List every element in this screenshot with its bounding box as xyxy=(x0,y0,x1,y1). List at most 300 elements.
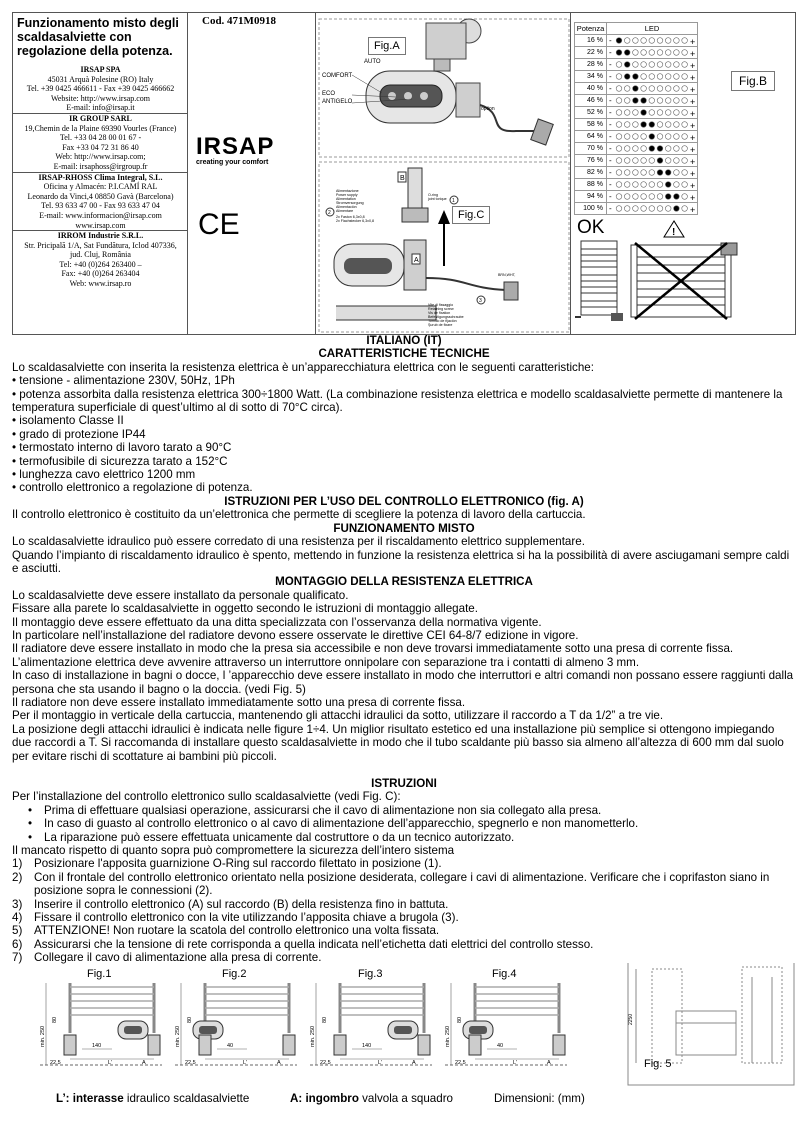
legend-a xyxy=(290,1092,453,1105)
led-off-icon xyxy=(624,133,630,139)
control-body xyxy=(426,23,466,59)
led-off-icon xyxy=(624,97,630,103)
svg-text:!: ! xyxy=(672,227,676,238)
caption-line: Vis de fixation xyxy=(428,311,451,315)
power-value: 16 % xyxy=(575,34,607,46)
power-value: 46 % xyxy=(575,94,607,106)
minus-sign: - xyxy=(609,167,612,177)
logo-tagline: creating your comfort xyxy=(196,159,269,166)
led-off-icon xyxy=(674,133,680,139)
led-off-icon xyxy=(624,121,630,127)
led-off-icon xyxy=(616,181,622,187)
mount-title: MONTAGGIO DELLA RESISTENZA ELETTRICA xyxy=(275,575,533,589)
company-line: Tel. +39 0425 466611 - Fax +39 0425 466662 xyxy=(26,84,175,94)
fig-5-height: 2250 xyxy=(628,1013,634,1025)
led-off-icon xyxy=(641,85,647,91)
led-on-icon xyxy=(674,193,680,199)
fig-4-label: Fig.4 xyxy=(492,968,517,980)
instr-intro: Per l’installazione del controllo elettronico sullo scaldasalviette (vedi Fig. C): xyxy=(12,790,401,804)
led-off-icon xyxy=(624,205,630,211)
fig-5-label: Fig. 5 xyxy=(644,1058,672,1070)
specs-title: CARATTERISTICHE TECNICHE xyxy=(318,347,490,361)
led-off-icon xyxy=(641,157,647,163)
led-off-icon xyxy=(665,97,671,103)
led-off-icon xyxy=(649,85,655,91)
power-value: 64 % xyxy=(575,130,607,142)
company-column xyxy=(13,13,188,334)
minus-sign: - xyxy=(609,71,612,81)
led-off-icon xyxy=(657,73,663,79)
led-power-table xyxy=(574,22,698,215)
company-name: IR GROUP SARL xyxy=(69,113,132,123)
button-icon xyxy=(404,92,412,100)
led-off-icon xyxy=(616,205,622,211)
led-indicator xyxy=(607,70,698,82)
led-off-icon xyxy=(641,49,647,55)
power-value: 82 % xyxy=(575,166,607,178)
product-code: Cod. 471M0918 xyxy=(202,15,276,27)
led-row xyxy=(575,46,698,58)
led-off-icon xyxy=(633,61,639,67)
led-off-icon xyxy=(616,157,622,163)
led-off-icon xyxy=(682,49,688,55)
fig-c-2: 2 xyxy=(328,210,331,216)
step-item xyxy=(12,924,796,937)
led-off-icon xyxy=(657,61,663,67)
plug-icon xyxy=(531,119,554,145)
led-on-icon xyxy=(649,121,655,127)
led-off-icon xyxy=(641,205,647,211)
dim-80: 80 xyxy=(187,1016,193,1023)
dim-l-prime: L' xyxy=(108,1060,113,1066)
spec-item: • controllo elettronico a regolazione di potenza. xyxy=(12,481,253,495)
power-value: 100 % xyxy=(575,202,607,214)
caption-line: Retaining screw xyxy=(428,307,454,311)
company-line: E-mail: info@irsap.it xyxy=(66,103,135,113)
mount-text: La posizione degli attacchi idraulici è indicata nelle figure 1÷4. Un miglior risultato estetico ed una installazione più semplice si ottengono impiegando due raccordi a T. Si raccomanda di installare questo scaldasalviette in modo che il tubo scaldante più basso sia almeno all’altezza di 600 mm dal suolo per evitare rischi di scottature ai bambini più piccoli. xyxy=(12,722,784,763)
instructions-body xyxy=(12,334,796,965)
led-on-icon xyxy=(657,169,663,175)
led-off-icon xyxy=(674,85,680,91)
led-on-icon xyxy=(665,169,671,175)
fig-c-a: A xyxy=(414,257,419,264)
threaded-fitting xyxy=(402,208,428,222)
power-value: 94 % xyxy=(575,190,607,202)
company-line: Fax: +40 (0)264 263404 xyxy=(61,269,140,279)
dim-width: 40 xyxy=(227,1043,234,1049)
company-block xyxy=(13,113,188,172)
step-item xyxy=(12,857,796,870)
specs-intro: Lo scaldasalviette con inserita la resistenza elettrica è un’apparecchiatura elettrica con le seguenti caratteristiche: xyxy=(12,360,594,374)
legend-l-prime-bold: L’: interasse xyxy=(56,1092,124,1105)
led-off-icon xyxy=(674,157,680,163)
plus-sign: + xyxy=(690,180,696,190)
minus-sign: - xyxy=(609,191,612,201)
minus-sign: - xyxy=(609,95,612,105)
minus-sign: - xyxy=(609,119,612,129)
company-line: Leonardo da Vinci,4 08850 Gavà (Barcelona) xyxy=(27,191,174,201)
led-off-icon xyxy=(649,109,655,115)
led-off-icon xyxy=(665,61,671,67)
dim-80: 80 xyxy=(322,1016,328,1023)
legend-l-prime xyxy=(56,1092,249,1105)
led-on-icon xyxy=(633,73,639,79)
led-off-icon xyxy=(674,181,680,187)
led-on-icon xyxy=(665,193,671,199)
company-block xyxy=(13,63,188,113)
legend-l-prime-text: idraulico scaldasalviette xyxy=(123,1092,250,1105)
led-column xyxy=(571,13,797,334)
dim-80: 80 xyxy=(52,1016,58,1023)
mount-text: Il radiatore non deve essere installato immediatamente sotto una presa di corrente fissa. xyxy=(12,695,466,709)
step-item xyxy=(12,938,796,951)
led-row xyxy=(575,130,698,142)
led-indicator xyxy=(607,190,698,202)
dim-l-prime: L' xyxy=(378,1060,383,1066)
minus-sign: - xyxy=(609,155,612,165)
step-list xyxy=(12,857,796,964)
fig-a-auto: AUTO xyxy=(364,59,381,65)
led-off-icon xyxy=(633,121,639,127)
radiator-figures xyxy=(40,983,567,1066)
led-row xyxy=(575,190,698,202)
fig-a-antigelo: ANTIGELO xyxy=(322,99,353,105)
dim-min-250: min. 250 xyxy=(40,1025,46,1047)
company-line: jud. Cluj, România xyxy=(70,250,131,260)
led-on-icon xyxy=(616,49,622,55)
mount-text: In caso di installazione in bagni o docce, l ’apparecchio deve essere installato in modo che interruttori e altri comandi non possano essere raggiunti dalla persona che sta usando il bagno o la doccia. (vedi Fig. 5) xyxy=(12,669,794,696)
mount-text: In particolare nell’installazione del radiatore devono essere osservate le direttive CEI 64-8/7 edizione in vigore. xyxy=(12,628,579,642)
minus-sign: - xyxy=(609,203,612,213)
power-value: 40 % xyxy=(575,82,607,94)
led-off-icon xyxy=(682,157,688,163)
led-off-icon xyxy=(674,97,680,103)
plus-sign: + xyxy=(690,36,696,46)
led-indicator xyxy=(607,118,698,130)
plus-sign: + xyxy=(690,204,696,214)
dim-min-250: min. 250 xyxy=(445,1025,451,1047)
fig-3-drawing xyxy=(358,968,382,980)
step-number: 1) xyxy=(12,857,23,871)
company-line: Fax +33 04 72 31 86 40 xyxy=(62,142,139,152)
button-icon xyxy=(420,92,428,100)
led-off-icon xyxy=(649,205,655,211)
plus-sign: + xyxy=(690,132,696,142)
led-off-icon xyxy=(674,121,680,127)
caption-line: Alimentazione xyxy=(336,189,359,193)
company-name: IRROM Industrie S.R.L. xyxy=(57,231,144,241)
power-value: 70 % xyxy=(575,142,607,154)
plug-icon xyxy=(504,282,518,300)
dim-22-5: 22,5 xyxy=(455,1060,466,1066)
led-indicator xyxy=(607,94,698,106)
caption-line: Alimentation xyxy=(336,197,356,201)
led-off-icon xyxy=(665,73,671,79)
company-line: Tel. 93 633 47 00 - Fax 93 633 47 04 xyxy=(41,201,160,211)
instr-title: ISTRUZIONI xyxy=(371,777,437,790)
led-off-icon xyxy=(616,73,622,79)
radiator-ok-icon xyxy=(575,241,623,321)
led-off-icon xyxy=(674,145,680,151)
led-off-icon xyxy=(624,85,630,91)
led-on-icon xyxy=(674,205,680,211)
led-indicator xyxy=(607,178,698,190)
caption-line: Power supply xyxy=(336,193,358,197)
led-on-icon xyxy=(641,109,647,115)
caption-line: joint torique xyxy=(428,197,447,201)
led-indicator xyxy=(607,46,698,58)
minus-sign: - xyxy=(609,107,612,117)
led-off-icon xyxy=(616,85,622,91)
led-off-icon xyxy=(616,193,622,199)
spec-item: • termostato interno di lavoro tarato a 90°C xyxy=(12,441,232,455)
led-off-icon xyxy=(674,73,680,79)
step-number: 3) xyxy=(12,897,23,911)
dim-l-prime: L' xyxy=(243,1060,248,1066)
company-list xyxy=(13,63,188,289)
led-on-icon xyxy=(624,73,630,79)
doc-title: Funzionamento misto degli scaldasalviette con regolazione della potenza. xyxy=(17,16,179,58)
led-on-icon xyxy=(641,97,647,103)
radiator-figure xyxy=(40,983,162,1066)
heating-cartridge xyxy=(408,168,422,208)
fig-c-label: Fig.C xyxy=(452,206,490,224)
step-item xyxy=(12,911,796,924)
led-off-icon xyxy=(682,133,688,139)
led-on-icon xyxy=(633,97,639,103)
led-off-icon xyxy=(624,109,630,115)
led-off-icon xyxy=(665,37,671,43)
led-off-icon xyxy=(682,193,688,199)
caption-line: Tornillo de fijación xyxy=(428,319,457,323)
led-off-icon xyxy=(641,181,647,187)
mount-text: Fissare alla parete lo scaldasalviette in oggetto secondo le istruzioni di montaggio allegate. xyxy=(12,602,478,616)
led-off-icon xyxy=(633,205,639,211)
company-block xyxy=(13,230,188,289)
company-line: E-mail: www.informacion@irsap.com xyxy=(39,210,162,220)
led-off-icon xyxy=(616,97,622,103)
led-off-icon xyxy=(682,73,688,79)
company-line: Str. Pricipală 1/A, Sat Fundătura, Iclod 407336, xyxy=(24,240,177,250)
legend-a-text: valvola a squadro xyxy=(358,1092,454,1105)
caption-line: O-ring xyxy=(428,193,438,197)
radiator-figure xyxy=(175,983,297,1066)
led-row xyxy=(575,178,698,190)
led-off-icon xyxy=(649,37,655,43)
led-off-icon xyxy=(641,193,647,199)
mixed-title: FUNZIONAMENTO MISTO xyxy=(333,521,475,535)
led-off-icon xyxy=(633,145,639,151)
plus-sign: + xyxy=(690,168,696,178)
mixed-text: Quando l’impianto di riscaldamento idraulico è spento, mettendo in funzione la resistenza elettrica si ha la possibilità di avere asciugamani sempre caldi e asciutti. xyxy=(12,548,790,575)
spec-item: • tensione - alimentazione 230V, 50Hz, 1Ph xyxy=(12,374,235,388)
led-off-icon xyxy=(649,49,655,55)
led-off-icon xyxy=(657,133,663,139)
fig-a-comfort: COMFORT xyxy=(322,73,353,79)
language-title: ITALIANO (IT) xyxy=(366,334,442,347)
mount-text: Il radiatore deve essere installato in modo che la presa sia accessibile e non deve trovarsi immediatamente sotto una presa di corrente fissa. xyxy=(12,642,734,656)
led-indicator xyxy=(607,82,698,94)
led-off-icon xyxy=(633,133,639,139)
led-indicator xyxy=(607,154,698,166)
power-value: 28 % xyxy=(575,58,607,70)
plus-sign: + xyxy=(690,144,696,154)
power-value: 22 % xyxy=(575,46,607,58)
led-row xyxy=(575,142,698,154)
dim-width: 140 xyxy=(362,1043,372,1049)
caption-line: Alimentación xyxy=(336,205,357,209)
led-off-icon xyxy=(633,109,639,115)
led-on-icon xyxy=(649,133,655,139)
spec-item: • isolamento Classe II xyxy=(12,414,124,428)
plus-sign: + xyxy=(690,84,696,94)
legend-a-bold: A: ingombro xyxy=(290,1092,359,1105)
led-off-icon xyxy=(682,181,688,187)
power-value: 88 % xyxy=(575,178,607,190)
brand-logo xyxy=(196,133,274,166)
use-title: ISTRUZIONI PER L’USO DEL CONTROLLO ELETTRONICO (fig. A) xyxy=(224,494,584,508)
led-off-icon xyxy=(657,37,663,43)
fig-2-label: Fig.2 xyxy=(222,968,247,980)
dim-22-5: 22,5 xyxy=(185,1060,196,1066)
led-off-icon xyxy=(616,145,622,151)
code-column xyxy=(188,13,316,334)
company-line: Tel: +40 (0)264 263400 – xyxy=(59,259,142,269)
radiator-wrong-icon xyxy=(631,243,737,319)
company-line: Web: http://www.irsap.com; xyxy=(55,152,146,162)
led-indicator xyxy=(607,142,698,154)
led-off-icon xyxy=(657,97,663,103)
spec-item: • potenza assorbita dalla resistenza elettrica 300÷1800 Watt. (La combinazione resistenza elettrica e modello scaldasalviette permette di mantenere la temperatura superficiale di quest’ultimo al di sotto di 70°C circa). xyxy=(12,387,783,415)
minus-sign: - xyxy=(609,143,612,153)
control-display xyxy=(344,258,392,274)
led-off-icon xyxy=(657,109,663,115)
led-off-icon xyxy=(616,109,622,115)
led-row xyxy=(575,70,698,82)
fig-a-eco: ECO xyxy=(322,91,336,97)
fig-b-label: Fig.B xyxy=(731,71,775,91)
step-text: ATTENZIONE! Non ruotare la scatola del controllo elettronico una volta fissata. xyxy=(34,924,440,938)
led-off-icon xyxy=(624,145,630,151)
legend-dims: Dimensioni: (mm) xyxy=(494,1092,585,1105)
safety-note: Il mancato rispetto di quanto sopra può compromettere la sicurezza dell’intero sistema xyxy=(12,844,455,858)
plus-sign: + xyxy=(690,156,696,166)
led-off-icon xyxy=(665,49,671,55)
fig-a-drawing xyxy=(316,13,571,158)
fig-3-label: Fig.3 xyxy=(358,968,383,980)
led-off-icon xyxy=(657,121,663,127)
company-line: Web: www.irsap.ro xyxy=(69,279,132,289)
led-on-icon xyxy=(616,37,622,43)
led-on-icon xyxy=(641,121,647,127)
dim-a: A xyxy=(547,1060,551,1066)
led-off-icon xyxy=(649,97,655,103)
plus-sign: + xyxy=(690,72,696,82)
caption-line: Alimentare xyxy=(336,209,354,213)
led-off-icon xyxy=(641,37,647,43)
led-off-icon xyxy=(682,205,688,211)
led-off-icon xyxy=(641,61,647,67)
power-value: 76 % xyxy=(575,154,607,166)
led-off-icon xyxy=(682,97,688,103)
ce-mark-text: CE xyxy=(198,208,240,238)
warning-list xyxy=(28,804,796,844)
step-number: 7) xyxy=(12,951,23,965)
led-off-icon xyxy=(616,61,622,67)
fig-c-power-text xyxy=(336,189,374,223)
radiator-figure xyxy=(310,983,432,1066)
led-off-icon xyxy=(649,169,655,175)
led-off-icon xyxy=(657,85,663,91)
led-row xyxy=(575,106,698,118)
led-off-icon xyxy=(674,109,680,115)
led-on-icon xyxy=(665,181,671,187)
plus-sign: + xyxy=(690,96,696,106)
led-off-icon xyxy=(682,169,688,175)
minus-sign: - xyxy=(609,179,612,189)
plus-sign: + xyxy=(690,60,696,70)
fig-1-drawing xyxy=(87,968,111,980)
warning-item: • Prima di effettuare qualsiasi operazione, assicurarsi che il cavo di alimentazione non sia collegato alla presa. xyxy=(28,804,796,817)
fig-a-label: Fig.A xyxy=(368,37,406,55)
plus-sign: + xyxy=(690,192,696,202)
led-indicator xyxy=(607,130,698,142)
led-off-icon xyxy=(641,145,647,151)
led-off-icon xyxy=(633,193,639,199)
mount-text: Per il montaggio in verticale della cartuccia, mantenendo gli attacchi idraulici da sotto, utilizzare il raccordo a T da 1/2” a tre vie. xyxy=(12,709,664,723)
led-row xyxy=(575,58,698,70)
ok-label: OK xyxy=(577,217,605,238)
fig-c-1: 1 xyxy=(452,198,455,204)
led-off-icon xyxy=(649,61,655,67)
heater-bar xyxy=(336,306,436,320)
dim-l-prime: L' xyxy=(513,1060,518,1066)
led-off-icon xyxy=(674,61,680,67)
ce-mark-icon xyxy=(198,208,242,238)
mount-text: L’alimentazione elettrica deve avvenire attraverso un interruttore onnipolare con separazione tra i contatti di almeno 3 mm. xyxy=(12,655,640,669)
led-row xyxy=(575,94,698,106)
minus-sign: - xyxy=(609,131,612,141)
radiator-drawings xyxy=(571,213,797,323)
power-value: 58 % xyxy=(575,118,607,130)
company-name: IRSAP SPA xyxy=(80,65,121,74)
caption-line: Şurub de fixare xyxy=(428,323,453,327)
led-off-icon xyxy=(665,205,671,211)
led-off-icon xyxy=(624,169,630,175)
led-off-icon xyxy=(665,109,671,115)
connector xyxy=(434,59,450,71)
led-off-icon xyxy=(657,205,663,211)
dim-min-250: min. 250 xyxy=(175,1025,181,1047)
led-indicator xyxy=(607,106,698,118)
step-text: Posizionare l'apposita guarnizione O-Ring sul raccordo filettato in posizione (1). xyxy=(34,857,442,871)
led-off-icon xyxy=(682,37,688,43)
step-text: Fissare il controllo elettronico con la vite utilizzando l’apposita chiave a brugola (3). xyxy=(34,911,459,925)
plus-sign: + xyxy=(690,48,696,58)
step-item xyxy=(12,898,796,911)
company-line: E-mail: irsaphoss@irgroup.fr xyxy=(53,161,148,171)
led-off-icon xyxy=(657,49,663,55)
fig-2-drawing xyxy=(222,968,246,980)
step-number: 5) xyxy=(12,924,23,938)
led-off-icon xyxy=(649,193,655,199)
header-led: LED xyxy=(607,23,698,35)
led-row xyxy=(575,34,698,46)
led-off-icon xyxy=(682,109,688,115)
fig-c-wires: BRN,WHT, xyxy=(498,273,516,277)
dim-width: 140 xyxy=(92,1043,102,1049)
led-off-icon xyxy=(633,157,639,163)
